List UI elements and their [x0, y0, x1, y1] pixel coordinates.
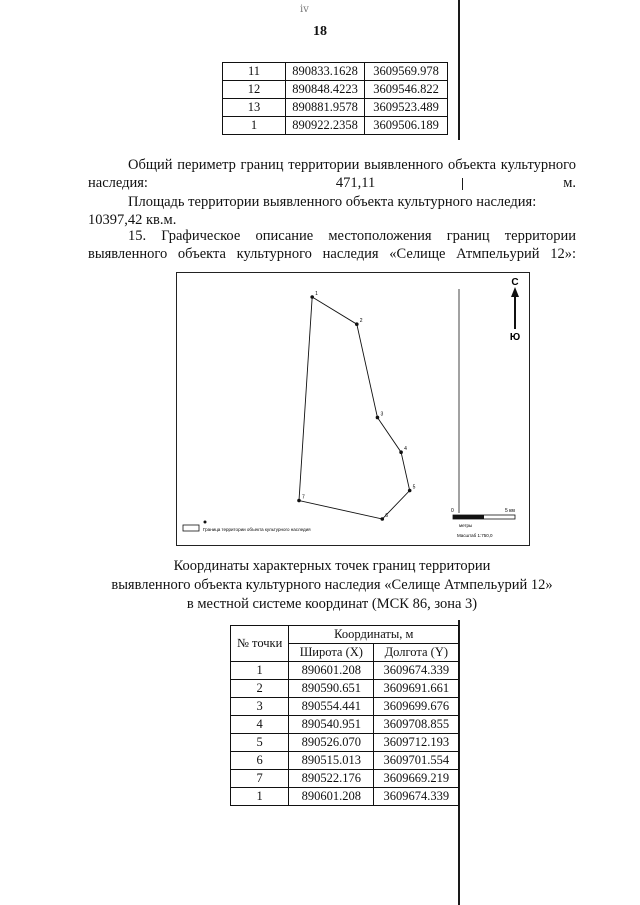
- point-number: 6: [231, 752, 289, 770]
- point-number: 12: [223, 81, 286, 99]
- longitude-cell: 3609506.189: [365, 117, 448, 135]
- table-row: [223, 63, 448, 81]
- scale-bar: [451, 289, 515, 538]
- boundary-vertices: [297, 291, 415, 521]
- legend-text: Граница территории объекта культурного наследия: [203, 527, 311, 532]
- table-row: [223, 99, 448, 117]
- point-number: 7: [231, 770, 289, 788]
- scan-edge-line-upper: [458, 0, 460, 140]
- point-number: 4: [231, 716, 289, 734]
- section-heading-paragraph: 15. Графическое описание местоположения границ территории выявленного объекта культурного наследия «Селище Атмпельурий 12»:: [88, 228, 576, 262]
- longitude-cell: 3609674.339: [374, 788, 459, 806]
- coordinates-caption-line-1: Координаты характерных точек границ территории: [173, 558, 491, 574]
- vertex-label: 2: [359, 318, 363, 325]
- longitude-cell: 3609691.661: [374, 680, 459, 698]
- header-point-number: № точки: [231, 626, 289, 662]
- table-row: [223, 117, 448, 135]
- latitude-cell: 890540.951: [289, 716, 374, 734]
- scale-ratio: Масштаб 1:750,0: [457, 533, 493, 538]
- boundary-map-svg: [177, 273, 529, 545]
- boundary-vertex: [355, 322, 359, 326]
- south-label: Ю: [509, 332, 521, 343]
- boundary-vertex: [310, 295, 314, 299]
- latitude-cell: 890833.1628: [286, 63, 365, 81]
- longitude-cell: 3609674.339: [374, 662, 459, 680]
- longitude-cell: 3609699.676: [374, 698, 459, 716]
- scale-end-label: 5 км: [505, 508, 515, 514]
- point-number: 5: [231, 734, 289, 752]
- point-number: 1: [223, 117, 286, 135]
- table-row: [231, 788, 459, 806]
- vertex-label: 5: [412, 484, 416, 491]
- longitude-cell: 3609669.219: [374, 770, 459, 788]
- vertex-label: 6: [385, 513, 389, 519]
- boundary-vertex: [408, 489, 412, 493]
- scale-caption: метры: [459, 523, 473, 528]
- longitude-cell: 3609712.193: [374, 734, 459, 752]
- header-latitude: Широта (X): [289, 644, 374, 662]
- point-number: 2: [231, 680, 289, 698]
- latitude-cell: 890848.4223: [286, 81, 365, 99]
- continued-coordinates-table: [222, 62, 448, 135]
- vertex-label: 1: [315, 291, 318, 297]
- table-row: [231, 770, 459, 788]
- table-row: [231, 734, 459, 752]
- table-row: [231, 716, 459, 734]
- table-row: [231, 752, 459, 770]
- boundary-vertex: [376, 416, 380, 420]
- point-number: 13: [223, 99, 286, 117]
- coordinates-table: [230, 625, 459, 806]
- vertex-label: 4: [404, 446, 407, 453]
- latitude-cell: 890526.070: [289, 734, 374, 752]
- point-number: 11: [223, 63, 286, 81]
- longitude-cell: 3609569.978: [365, 63, 448, 81]
- boundary-map: [176, 272, 530, 546]
- point-number: 3: [231, 698, 289, 716]
- vertex-label: 3: [380, 411, 384, 418]
- boundary-vertex: [380, 517, 384, 521]
- latitude-cell: 890554.441: [289, 698, 374, 716]
- latitude-cell: 890601.208: [289, 788, 374, 806]
- vertex-label: 7: [302, 494, 305, 501]
- table-row: [231, 698, 459, 716]
- latitude-cell: 890590.651: [289, 680, 374, 698]
- boundary-vertex: [399, 450, 403, 454]
- longitude-cell: 3609523.489: [365, 99, 448, 117]
- latitude-cell: 890601.208: [289, 662, 374, 680]
- north-label: С: [511, 277, 519, 288]
- longitude-cell: 3609708.855: [374, 716, 459, 734]
- point-number: 1: [231, 788, 289, 806]
- header-smudge: ⅳ: [300, 4, 310, 15]
- page-number: 18: [313, 24, 327, 39]
- longitude-cell: 3609701.554: [374, 752, 459, 770]
- latitude-cell: 890515.013: [289, 752, 374, 770]
- coordinates-caption-line-2: выявленного объекта культурного наследия «Селище Атмпельурий 12»: [111, 577, 553, 593]
- latitude-cell: 890881.9578: [286, 99, 365, 117]
- latitude-cell: 890522.176: [289, 770, 374, 788]
- latitude-cell: 890922.2358: [286, 117, 365, 135]
- table-row: [231, 680, 459, 698]
- table-header-row: [231, 626, 459, 644]
- table-row: [231, 662, 459, 680]
- coordinates-caption-line-3: в местной системе координат (МСК 86, зона 3): [186, 596, 478, 612]
- header-longitude: Долгота (Y): [374, 644, 459, 662]
- scale-zero-label: 0: [451, 508, 454, 514]
- longitude-cell: 3609546.822: [365, 81, 448, 99]
- boundary-outline: [299, 297, 410, 519]
- boundary-vertex: [297, 499, 301, 503]
- table-row: [223, 81, 448, 99]
- header-coordinates: Координаты, м: [289, 626, 459, 644]
- north-arrow-icon: [510, 277, 520, 343]
- point-number: 1: [231, 662, 289, 680]
- boundary-polygon: [299, 297, 410, 519]
- map-legend: [183, 521, 311, 533]
- area-paragraph: Площадь территории выявленного объекта культурного наследия: 10397,42 кв.м.: [88, 194, 537, 228]
- perimeter-paragraph: Общий периметр границ территории выявленного объекта культурного наследия: 471,11 м.: [88, 157, 576, 191]
